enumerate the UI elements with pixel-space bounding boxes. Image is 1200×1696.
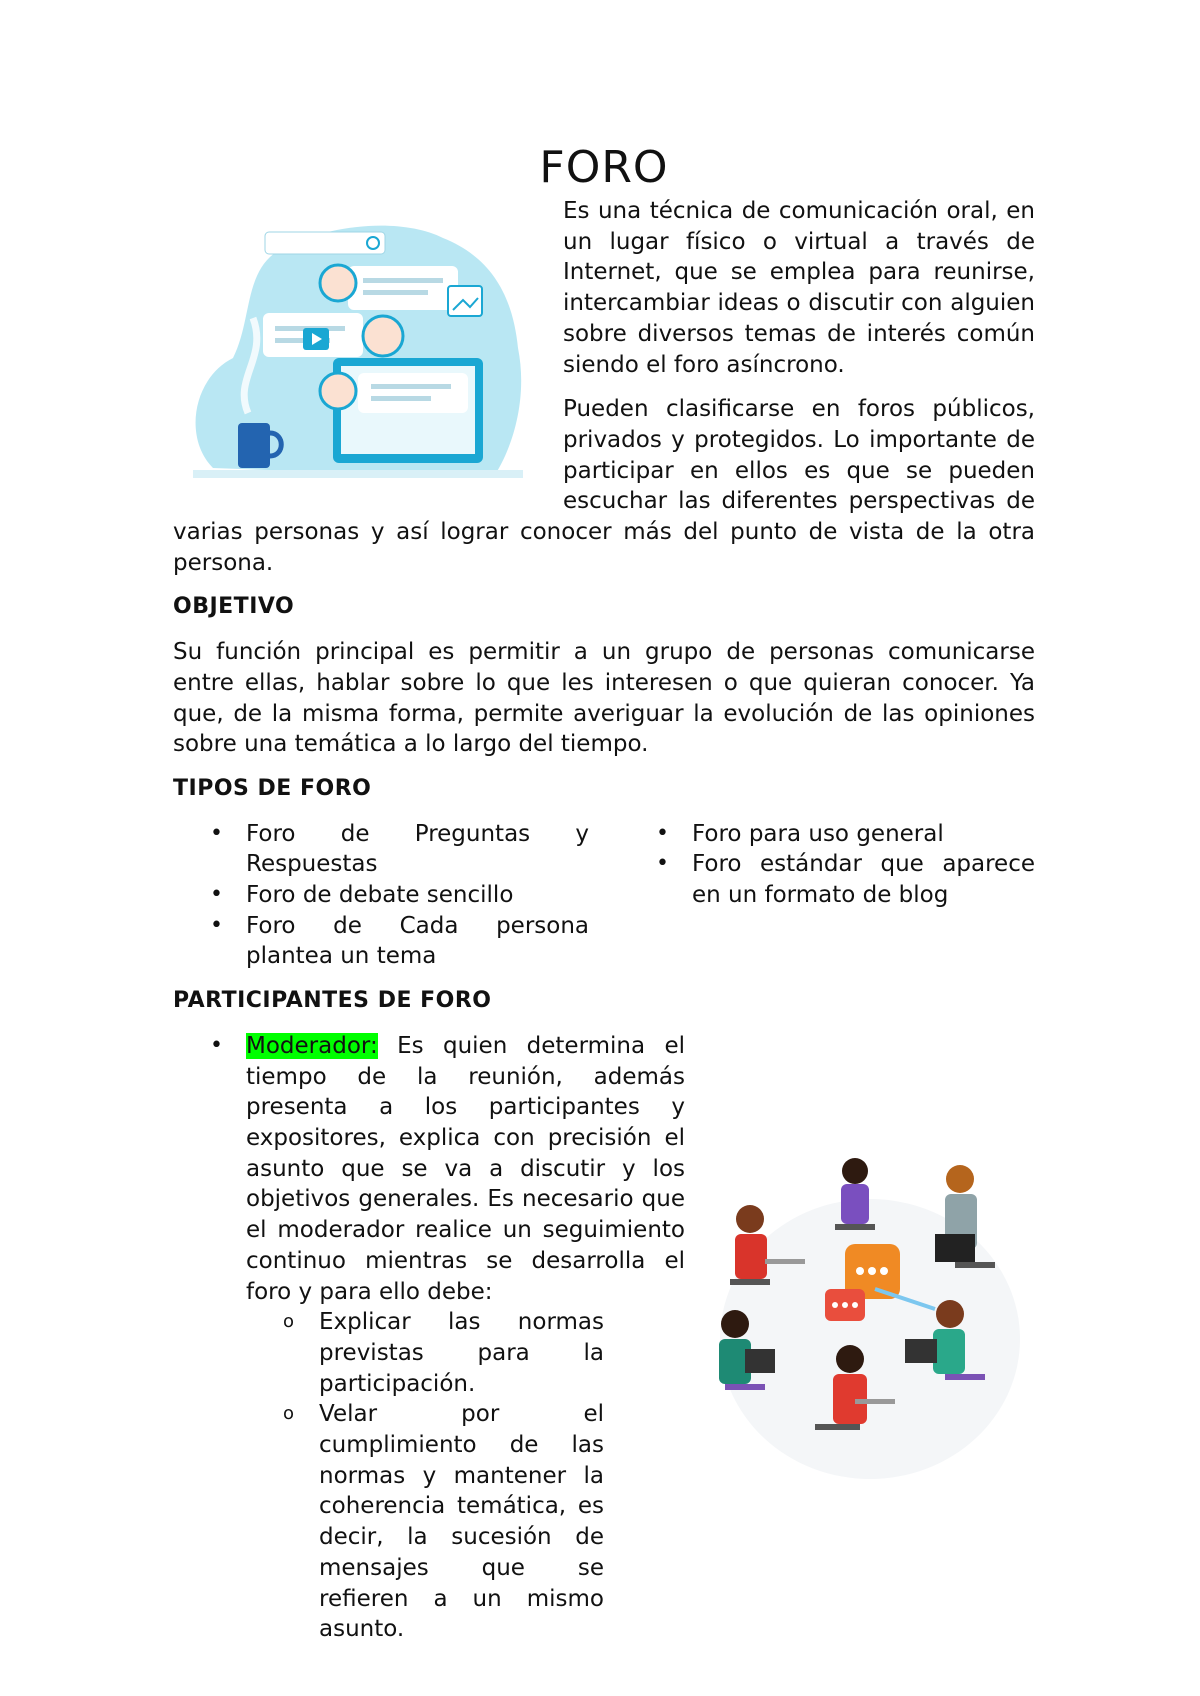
moderador-subsection: [246, 1307, 604, 1645]
participantes-list: [173, 1031, 1035, 1307]
objetivo-text: Su función principal es permitir a un grupo de personas comunicarse entre ellas, hablar sobre lo que les interesen o que quieran conocer. Ya que, de la misma forma, permite averiguar la evolución de las opiniones sobre una temática a lo largo del tiempo.: [173, 639, 1035, 758]
list-item: • Foro de Cada persona plantea un tema: [210, 912, 589, 970]
tipos-heading: TIPOS DE FORO: [173, 775, 372, 801]
sub-list-item: o Velar por el cumplimiento de las normas y mantener la coherencia temática, es decir, la sucesión de mensajes que se refieren a un mismo asunto.: [283, 1401, 604, 1643]
page-title: FORO: [539, 142, 669, 193]
list-item: • Foro de debate sencillo: [210, 882, 514, 909]
tipos-list-right: [619, 819, 1035, 973]
list-item: • Moderador: Es quien determina el tiempo de la reunión, además presenta a los participantes y expositores, explica con precisión el asunto que se va a discutir y los objetivos generales. Es necesario que el moderador realice un seguimiento continuo mientras se desarrolla el foro y para ello debe:: [173, 1031, 1035, 1307]
circle-bullet-icon: o: [283, 1311, 295, 1333]
list-item: • Foro para uso general: [656, 820, 944, 847]
intro-paragraph-2: Pueden clasificarse en foros públicos, privados y protegidos. Lo importante de participar en ellos es que se pueden escuchar las diferentes perspectivas de varias personas y así lograr conocer más del punto de vista de la otra persona.: [173, 396, 1035, 576]
tipos-list: [173, 819, 1035, 973]
circle-bullet-icon: o: [283, 1403, 295, 1425]
forum-chat-illustration: [173, 208, 543, 504]
objetivo-heading: OBJETIVO: [173, 594, 295, 620]
tipos-list-left: [173, 819, 589, 973]
participantes-heading: PARTICIPANTES DE FORO: [173, 988, 492, 1014]
list-item: • Foro de Preguntas y Respuestas: [210, 820, 589, 878]
moderador-label: Moderador:: [246, 1032, 378, 1059]
sub-list-item: o Explicar las normas previstas para la participación.: [283, 1309, 604, 1397]
group-discussion-illustration: [705, 1149, 1035, 1489]
list-item: • Foro estándar que aparece en un formato de blog: [656, 851, 1035, 909]
intro-paragraph-1: Es una técnica de comunicación oral, en un lugar físico o virtual a través de Internet, que se emplea para reunirse, intercambiar ideas o discutir con alguien sobre diversos temas de interés común siendo el foro asíncrono.: [563, 198, 1035, 378]
moderador-subitems: [246, 1307, 604, 1645]
document-page: [173, 140, 1035, 1645]
moderador-text: Es quien determina el tiempo de la reunión, además presenta a los participantes y expositores, explica con precisión el asunto que se va a discutir y los objetivos generales. Es necesario que el moderador realice un seguimiento continuo mientras se desarrolla el foro y para ello debe:: [246, 1032, 685, 1305]
